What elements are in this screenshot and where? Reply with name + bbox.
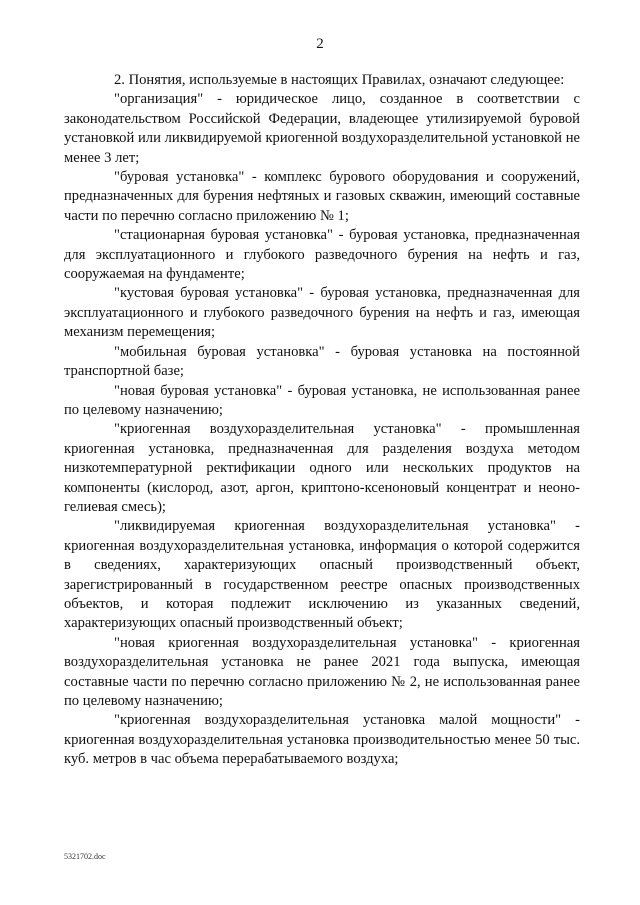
paragraph-mobile-rig: "мобильная буровая установка" - буровая установка на постоянной транспортной базе; bbox=[64, 343, 580, 380]
paragraph-low-capacity-cryogenic-unit: "криогенная воздухоразделительная установка малой мощности" - криогенная воздухоразделительная установка производительностью менее 50 тыс. куб. метров в час объема перерабатываемого воздуха; bbox=[64, 712, 580, 768]
paragraph-new-cryogenic-unit: "новая криогенная воздухоразделительная установка" - криогенная воздухоразделительная установка не ранее 2021 года выпуска, имеющая составные части по перечню согласно приложению № 2, не использованная ранее по целевому назначению; bbox=[64, 634, 580, 709]
page-number: 2 bbox=[316, 36, 324, 52]
paragraph-liquidated-cryogenic-unit: "ликвидируемая криогенная воздухоразделительная установка" - криогенная воздухоразделительная установка, информация о которой содержится в сведениях, характеризующих опасный производственный объект, зарегистрированный в государственном реестре опасных производственных объектов, и которая подлежит исключению из указанных сведений, характеризующих опасный производственный объект; bbox=[64, 518, 580, 632]
paragraph-cryogenic-unit: "криогенная воздухоразделительная установка" - промышленная криогенная установка, предназначенная для разделения воздуха методом низкотемпературной ректификации одного или нескольких продуктов на компоненты (кислород, азот, аргон, криптоно-ксеноновый концентрат и неоно-гелиевая смесь); bbox=[64, 421, 580, 515]
paragraph-cluster-rig: "кустовая буровая установка" - буровая установка, предназначенная для эксплуатационного и глубокого разведочного бурения на нефть и газ, имеющая механизм перемещения; bbox=[64, 285, 580, 341]
footer-filename: 5321702.doc bbox=[64, 852, 106, 861]
paragraph-organization: "организация" - юридическое лицо, созданное в соответствии с законодательством Российской Федерации, владеющее утилизируемой буровой установкой или ликвидируемой криогенной воздухоразделительной установкой не менее 3 лет; bbox=[64, 91, 580, 166]
paragraph-new-rig: "новая буровая установка" - буровая установка, не использованная ранее по целевому назначению; bbox=[64, 382, 580, 418]
paragraph-definitions-intro: 2. Понятия, используемые в настоящих Правилах, означают следующее: bbox=[114, 72, 565, 88]
document-body bbox=[64, 71, 580, 770]
paragraph-drilling-rig: "буровая установка" - комплекс бурового оборудования и сооружений, предназначенных для бурения нефтяных и газовых скважин, имеющий составные части по перечню согласно приложению № 1; bbox=[64, 169, 580, 224]
paragraph-stationary-rig: "стационарная буровая установка" - буровая установка, предназначенная для эксплуатационного и глубокого разведочного бурения на нефть и газ, сооружаемая на фундаменте; bbox=[64, 227, 580, 283]
